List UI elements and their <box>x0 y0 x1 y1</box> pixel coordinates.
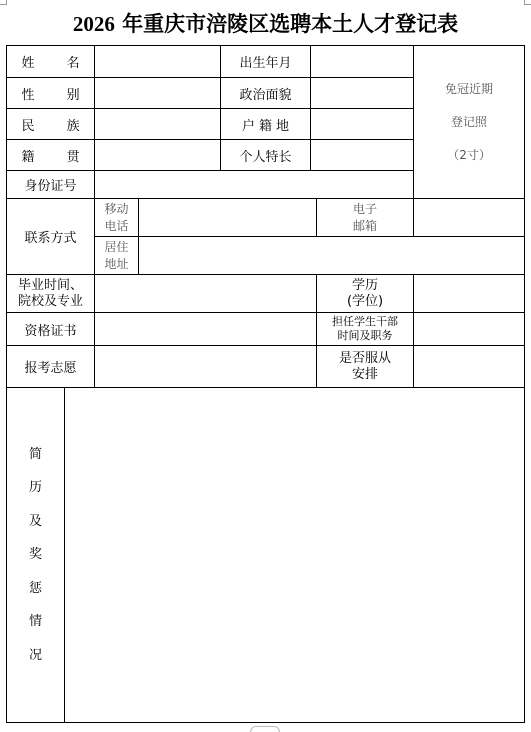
row-graduation <box>7 275 525 313</box>
field-gender[interactable] <box>95 78 221 109</box>
label-certificate: 资格证书 <box>7 313 95 346</box>
label-name: 姓 名 <box>7 46 95 78</box>
registration-form <box>6 45 525 723</box>
field-graduation[interactable] <box>95 275 317 313</box>
page-title <box>0 8 531 38</box>
label-ethnicity: 民 族 <box>7 109 95 140</box>
label-address: 居住 地址 <box>95 237 139 275</box>
field-email[interactable] <box>414 199 525 237</box>
title-year: 2026 <box>72 12 115 36</box>
row-resume <box>7 388 525 723</box>
field-specialty[interactable] <box>311 140 414 171</box>
label-education: 学历 (学位) <box>317 275 414 313</box>
row-certificate <box>7 313 525 346</box>
field-id-number[interactable] <box>95 171 414 199</box>
field-household[interactable] <box>311 109 414 140</box>
field-native-place[interactable] <box>95 140 221 171</box>
field-cadre[interactable] <box>414 313 525 346</box>
corner-mark-top-right-h <box>525 4 531 5</box>
field-education[interactable] <box>414 275 525 313</box>
field-address[interactable] <box>139 237 525 275</box>
label-mobile: 移动 电话 <box>95 199 139 237</box>
photo-line-1: 免冠近期 <box>445 81 494 96</box>
photo-line-2: 登记照 <box>451 114 488 129</box>
label-specialty: 个人特长 <box>221 140 311 171</box>
field-mobile[interactable] <box>139 199 317 237</box>
row-name <box>7 46 525 78</box>
title-text: 年重庆市涪陵区选聘本土人才登记表 <box>114 11 459 36</box>
label-id-number: 身份证号 <box>7 171 95 199</box>
label-obey: 是否服从 安排 <box>317 346 414 388</box>
label-graduation: 毕业时间、 院校及专业 <box>7 275 95 313</box>
corner-mark-top-left-v <box>6 0 7 5</box>
label-political: 政治面貌 <box>221 78 311 109</box>
label-resume: 简 历 及 奖 惩 情 况 <box>7 388 65 723</box>
label-contact: 联系方式 <box>7 199 95 275</box>
field-name[interactable] <box>95 46 221 78</box>
field-application[interactable] <box>95 346 317 388</box>
label-cadre: 担任学生干部 时间及职务 <box>317 313 414 346</box>
field-ethnicity[interactable] <box>95 109 221 140</box>
label-household: 户籍地 <box>221 109 311 140</box>
row-application <box>7 346 525 388</box>
photo-box[interactable] <box>414 46 525 199</box>
photo-line-3: （2寸） <box>447 147 491 162</box>
field-obey[interactable] <box>414 346 525 388</box>
label-application: 报考志愿 <box>7 346 95 388</box>
label-birth: 出生年月 <box>221 46 311 78</box>
field-birth[interactable] <box>311 46 414 78</box>
field-certificate[interactable] <box>95 313 317 346</box>
corner-mark-top-right-v <box>524 0 525 5</box>
field-political[interactable] <box>311 78 414 109</box>
page-tab-marker <box>250 726 280 732</box>
label-email: 电子 邮箱 <box>317 199 414 237</box>
field-resume[interactable] <box>65 388 525 723</box>
row-mobile <box>7 199 525 237</box>
label-native-place: 籍 贯 <box>7 140 95 171</box>
label-gender: 性 别 <box>7 78 95 109</box>
